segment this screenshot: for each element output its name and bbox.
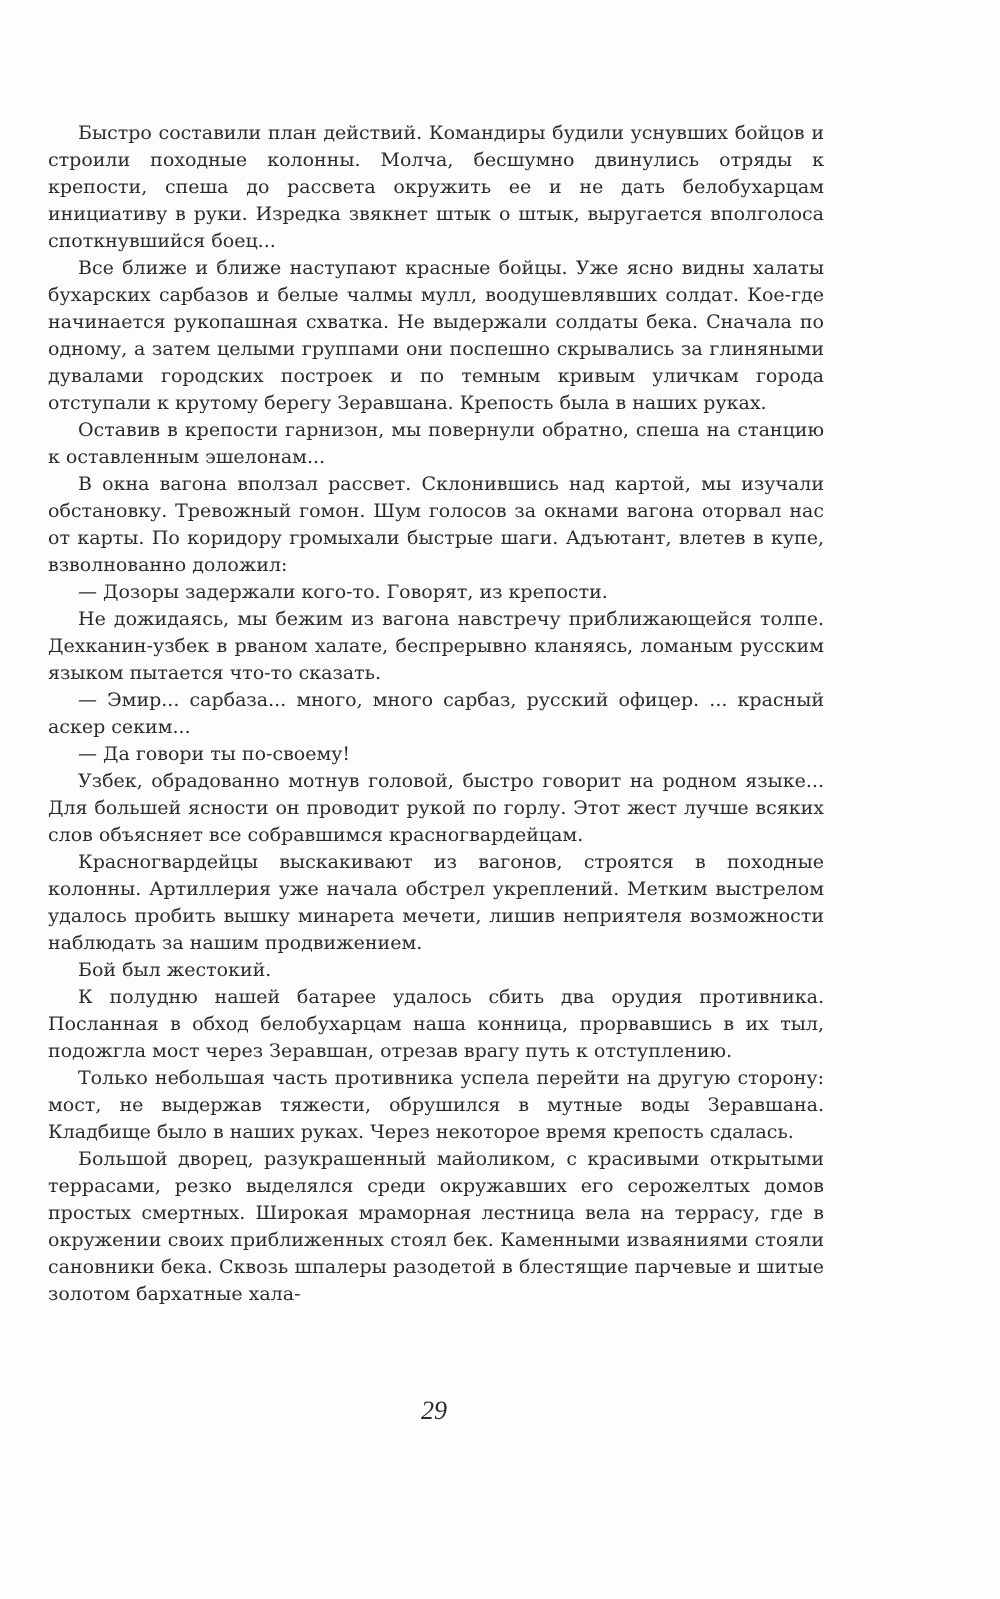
paragraph-5: — Дозоры задержали кого-то. Говорят, из крепости. <box>78 581 608 603</box>
paragraph-12: К полудню нашей батарее удалось сбить два орудия противника. Посланная в обход белобухарцам наша конница, прорвавшись в их тыл, подожгла мост через Зеравшан, отрезав врагу путь к отступлению. <box>48 986 824 1062</box>
paragraph-13: Только небольшая часть противника успела перейти на другую сторону: мост, не выдержав тяжести, обрушился в мутные воды Зеравшана. Кладбище было в наших руках. Через некоторое время крепость сдалась. <box>48 1067 824 1143</box>
paragraph-8: — Да говори ты по-своему! <box>78 743 351 765</box>
paragraph-7: — Эмир... сарбаза... много, много сарбаз, русский офицер. ... красный аскер секим... <box>48 689 824 738</box>
paragraph-1: Быстро составили план действий. Командиры будили уснувших бойцов и строили походные колонны. Молча, бесшумно двинулись отряды к крепости, спеша до рассвета окружить ее и не дать белобухарцам инициативу в руки. Изредка звякнет штык о штык, выругается вполголоса споткнувшийся боец... <box>48 122 824 252</box>
paragraph-2: Все ближе и ближе наступают красные бойцы. Уже ясно видны халаты бухарских сарбазов и белые чалмы мулл, воодушевлявших солдат. Кое-где начинается рукопашная схватка. Не выдержали солдаты бека. Сначала по одному, а затем целыми группами они поспешно скрывались за глиняными дувалами городских построек и по темным кривым уличкам города отступали к крутому берегу Зеравшана. Крепость была в наших руках. <box>48 257 824 414</box>
paragraph-10: Красногвардейцы выскакивают из вагонов, строятся в походные колонны. Артиллерия уже начала обстрел укреплений. Метким выстрелом удалось пробить вышку минарета мечети, лишив неприятеля возможности наблюдать за нашим продвижением. <box>48 851 824 954</box>
page-number: 29 <box>421 1396 447 1425</box>
paragraph-14: Большой дворец, разукрашенный майоликом, с красивыми открытыми террасами, резко выделялся среди окружавших его серожелтых домов простых смертных. Широкая мраморная лестница вела на террасу, где в окружении своих приближенных стоял бек. Каменными изваяниями стояли сановники бека. Сквозь шпалеры разодетой в блестящие парчевые и шитые золотом бархатные хала- <box>48 1148 824 1305</box>
paragraph-9: Узбек, обрадованно мотнув головой, быстро говорит на родном языке... Для большей ясности он проводит рукой по горлу. Этот жест лучше всяких слов объясняет все собравшимся красногвардейцам. <box>48 770 824 846</box>
paragraph-4: В окна вагона вползал рассвет. Склонившись над картой, мы изучали обстановку. Тревожный гомон. Шум голосов за окнами вагона оторвал нас от карты. По коридору громыхали быстрые шаги. Адъютант, влетев в купе, взволнованно доложил: <box>48 473 824 576</box>
body-text <box>48 120 824 1308</box>
paragraph-11: Бой был жестокий. <box>78 959 272 981</box>
paragraph-6: Не дожидаясь, мы бежим из вагона навстречу приближающейся толпе. Дехканин-узбек в рваном халате, беспрерывно кланяясь, ломаным русским языком пытается что-то сказать. <box>48 608 824 684</box>
paragraph-3: Оставив в крепости гарнизон, мы повернули обратно, спеша на станцию к оставленным эшелонам... <box>48 419 824 468</box>
